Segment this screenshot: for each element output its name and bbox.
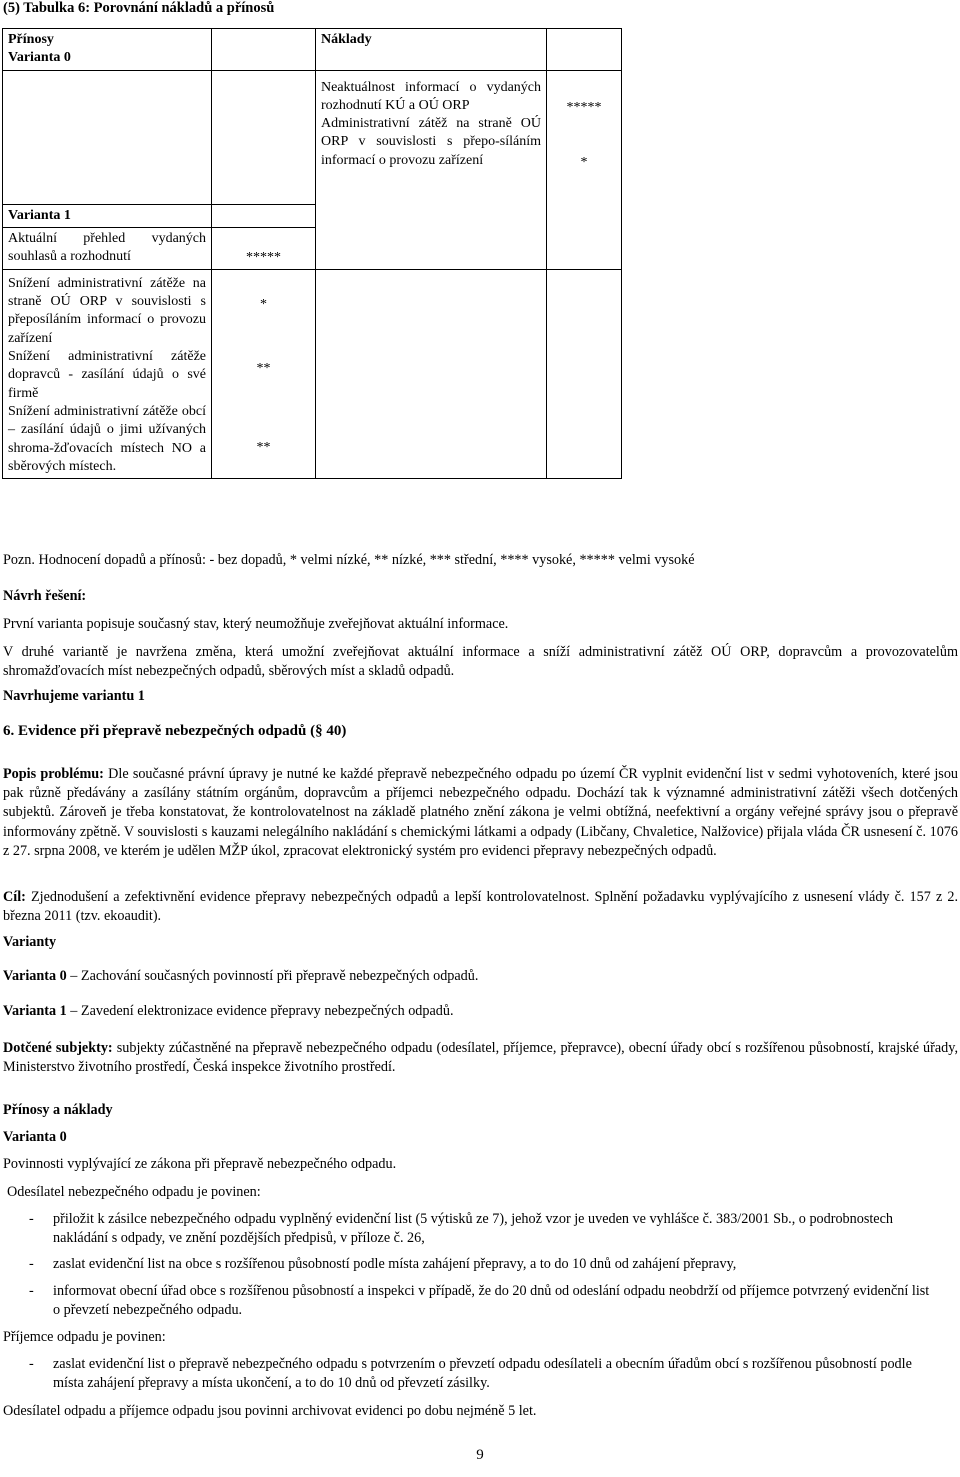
navrh-paragraph-1: První varianta popisuje současný stav, který neumožňuje zveřejňovat aktuální informace. <box>3 616 509 632</box>
page-number: 9 <box>476 1447 484 1463</box>
dash-bullet: - <box>29 1283 34 1299</box>
cil-text: Zjednodušení a zefektivnění evidence přepravy nebezpečných odpadů a lepší kontrolovatelnost. Splnění požadavku vyplývajícího z usnesení vlády č. 157 z 2. března 2011 (tzv. ekoaudit). <box>3 889 958 925</box>
variant1-benefit-rating-4: ** <box>256 440 271 456</box>
header-costs <box>316 29 547 71</box>
variant1-benefit-2: Snížení administrativní zátěže na straně OÚ ORP v souvislosti s přeposíláním informací o provozu zařízení <box>8 275 206 346</box>
comparison-table <box>2 28 622 479</box>
cell-empty <box>547 269 622 478</box>
navrhujeme: Navrhujeme variantu 1 <box>3 688 145 704</box>
dash-bullet: - <box>29 1356 34 1372</box>
list-item <box>3 1210 958 1248</box>
table-row <box>3 269 622 478</box>
header-benefits-rating <box>212 29 316 71</box>
archiv-line: Odesílatel odpadu a příjemce odpadu jsou povinni archivovat evidenci po dobu nejméně 5 let. <box>3 1403 537 1419</box>
list-item-text: přiložit k zásilce nebezpečného odpadu vyplněný evidenční list (5 výtisků ze 7), jehož vzor je uveden ve vyhlášce č. 383/2001 Sb., o podrobnostech nakládání s odpady, ve znění pozdějších předpisů, v příloze č. 26, <box>53 1211 893 1247</box>
rating-note: Pozn. Hodnocení dopadů a přínosů: - bez dopadů, * velmi nízké, ** nízké, *** střední, **** vysoké, ***** velmi vysoké <box>3 552 695 568</box>
dotcene-label: Dotčené subjekty: <box>3 1040 113 1056</box>
header-benefits <box>3 29 212 71</box>
popis-paragraph <box>3 765 958 861</box>
variant1-benefit-rating-2: * <box>260 296 267 312</box>
prinosy-naklady-title: Přínosy a náklady <box>3 1102 113 1118</box>
variant1-ratings-cell <box>212 269 316 478</box>
variant0-cost-rating-2: * <box>580 154 588 170</box>
variant1-inline-text: – Zavedení elektronizace evidence přepravy nebezpečných odpadů. <box>66 1003 454 1019</box>
variant1-label: Varianta 1 <box>8 207 71 223</box>
table-header-row <box>3 29 622 71</box>
variant0-label: Varianta 0 <box>8 50 71 66</box>
variant0-cost-2: Administrativní zátěž na straně OÚ ORP v souvislosti s přepo-síláním informací o provozu zařízení <box>321 116 541 168</box>
header-benefits-label: Přínosy <box>8 32 54 47</box>
cell-empty <box>212 204 316 227</box>
cil-label: Cíl: <box>3 889 26 905</box>
variant0-line <box>3 967 958 986</box>
variant0-inline-label: Varianta 0 <box>3 968 67 984</box>
popis-label: Popis problému: <box>3 766 104 782</box>
variant1-benefit-rating-3: ** <box>256 361 271 377</box>
povinnosti-line: Povinnosti vyplývající ze zákona při přepravě nebezpečného odpadu. <box>3 1156 397 1172</box>
variant1-benefit-4: Snížení administrativní zátěže obcí – zasílání údajů o jimi užívaných shroma-žďovacích místech NO a sběrových místech. <box>8 403 206 474</box>
header-costs-label: Náklady <box>321 32 372 47</box>
list-item-text: zaslat evidenční list o přepravě nebezpečného odpadu s potvrzením o převzetí odpadu odesílateli a obecním úřadům obcí s rozšířenou působností podle místa zahájení přepravy a místa ukončení, a to do 10 dnů od převzetí zásilky. <box>53 1356 912 1392</box>
variant1-inline-label: Varianta 1 <box>3 1003 67 1019</box>
variant0-cost-ratings <box>547 70 622 269</box>
dash-bullet: - <box>29 1211 34 1227</box>
table-heading: (5) Tabulka 6: Porovnání nákladů a přínosů <box>3 0 275 16</box>
variant0-inline-text: – Zachování současných povinností při přepravě nebezpečných odpadů. <box>66 968 479 984</box>
odesilatel-heading: Odesílatel nebezpečného odpadu je povinen: <box>7 1184 261 1200</box>
header-costs-rating <box>547 29 622 71</box>
variant1-benefit-1: Aktuální přehled vydaných souhlasů a rozhodnutí <box>8 230 206 265</box>
cell-empty <box>212 70 316 204</box>
list-item-text: zaslat evidenční list na obce s rozšířenou působností podle místa zahájení přepravy, a to do 10 dnů od zahájení přepravy, <box>53 1256 737 1272</box>
dotcene-paragraph <box>3 1039 958 1077</box>
prijemce-heading: Příjemce odpadu je povinen: <box>3 1329 166 1345</box>
section6-title: 6. Evidence při přepravě nebezpečných odpadů (§ 40) <box>3 723 347 739</box>
popis-text: Dle současné právní úpravy je nutné ke každé přepravě nebezpečného odpadu po území ČR vyplnit evidenční list v sedmi vyhotoveních, které jsou pak různě předávány a zasílány státním orgánům, dopravcům a příjemci nebezpečného odpadu. Dochází tak k významné administrativní zátěži všech dotčených subjektů. Zároveň je třeba konstatovat, že kontrolovatelnost na základě platného znění zákona je velmi obtížná, neefektivní a orgány veřejné správy jsou o přepravě informovány zpětně. V souvislosti s kauzami nelegálního nakládání s chemickými látkami a odpady (Libčany, Chvaletice, Nalžovice) přijala vláda ČR usnesení č. 1076 z 27. srpna 2008, ve kterém je udělen MŽP úkol, zpracovat elektronický systém pro evidenci přepravy nebezpečných odpadů. <box>3 766 959 859</box>
variant1-benefit-3: Snížení administrativní zátěže dopravců - zasílání údajů o své firmě <box>8 349 206 401</box>
list-item <box>3 1282 958 1320</box>
variant0-heading: Varianta 0 <box>3 1129 67 1145</box>
variant1-benefit-rating-1: ***** <box>246 249 281 265</box>
cell-empty <box>3 70 212 204</box>
cil-paragraph <box>3 888 958 926</box>
table-row <box>3 70 622 204</box>
variant0-cost-rating-1: ***** <box>566 99 602 115</box>
variant0-cost-1: Neaktuálnost informací o vydaných rozhodnutí KÚ a OÚ ORP <box>321 79 541 113</box>
variant1-benefits-cell <box>3 269 212 478</box>
varianty-title: Varianty <box>3 934 57 950</box>
navrh-title: Návrh řešení: <box>3 588 87 604</box>
dotcene-text: subjekty zúčastněné na přepravě nebezpečného odpadu (odesílatel, příjemce, přepravce), obecní úřady obcí s rozšířenou působností, krajské úřady, Ministerstvo životního prostředí, Česká inspekce životního prostředí. <box>3 1040 958 1076</box>
list-item <box>3 1255 958 1275</box>
variant0-costs-cell <box>316 70 547 269</box>
navrh-paragraph-2: V druhé variantě je navržena změna, která umožní zveřejňovat aktuální informace a sníží administrativní zátěž OÚ ORP, dopravcům a provozovatelům shromažďovacích míst nebezpečných odpadů, sběrových míst a skladů odpadů. <box>3 644 958 680</box>
dash-bullet: - <box>29 1256 34 1272</box>
variant1-rating-cell <box>212 227 316 269</box>
list-item <box>3 1355 958 1393</box>
variant1-benefit-cell <box>3 227 212 269</box>
variant1-line <box>3 1002 958 1021</box>
list-item-text: informovat obecní úřad obce s rozšířenou působností a inspekci v případě, že do 20 dnů od odeslání odpadu neobdrží od příjemce potvrzený evidenční list o převzetí nebezpečného odpadu. <box>53 1283 930 1319</box>
variant1-label-cell <box>3 204 212 227</box>
cell-empty <box>316 269 547 478</box>
